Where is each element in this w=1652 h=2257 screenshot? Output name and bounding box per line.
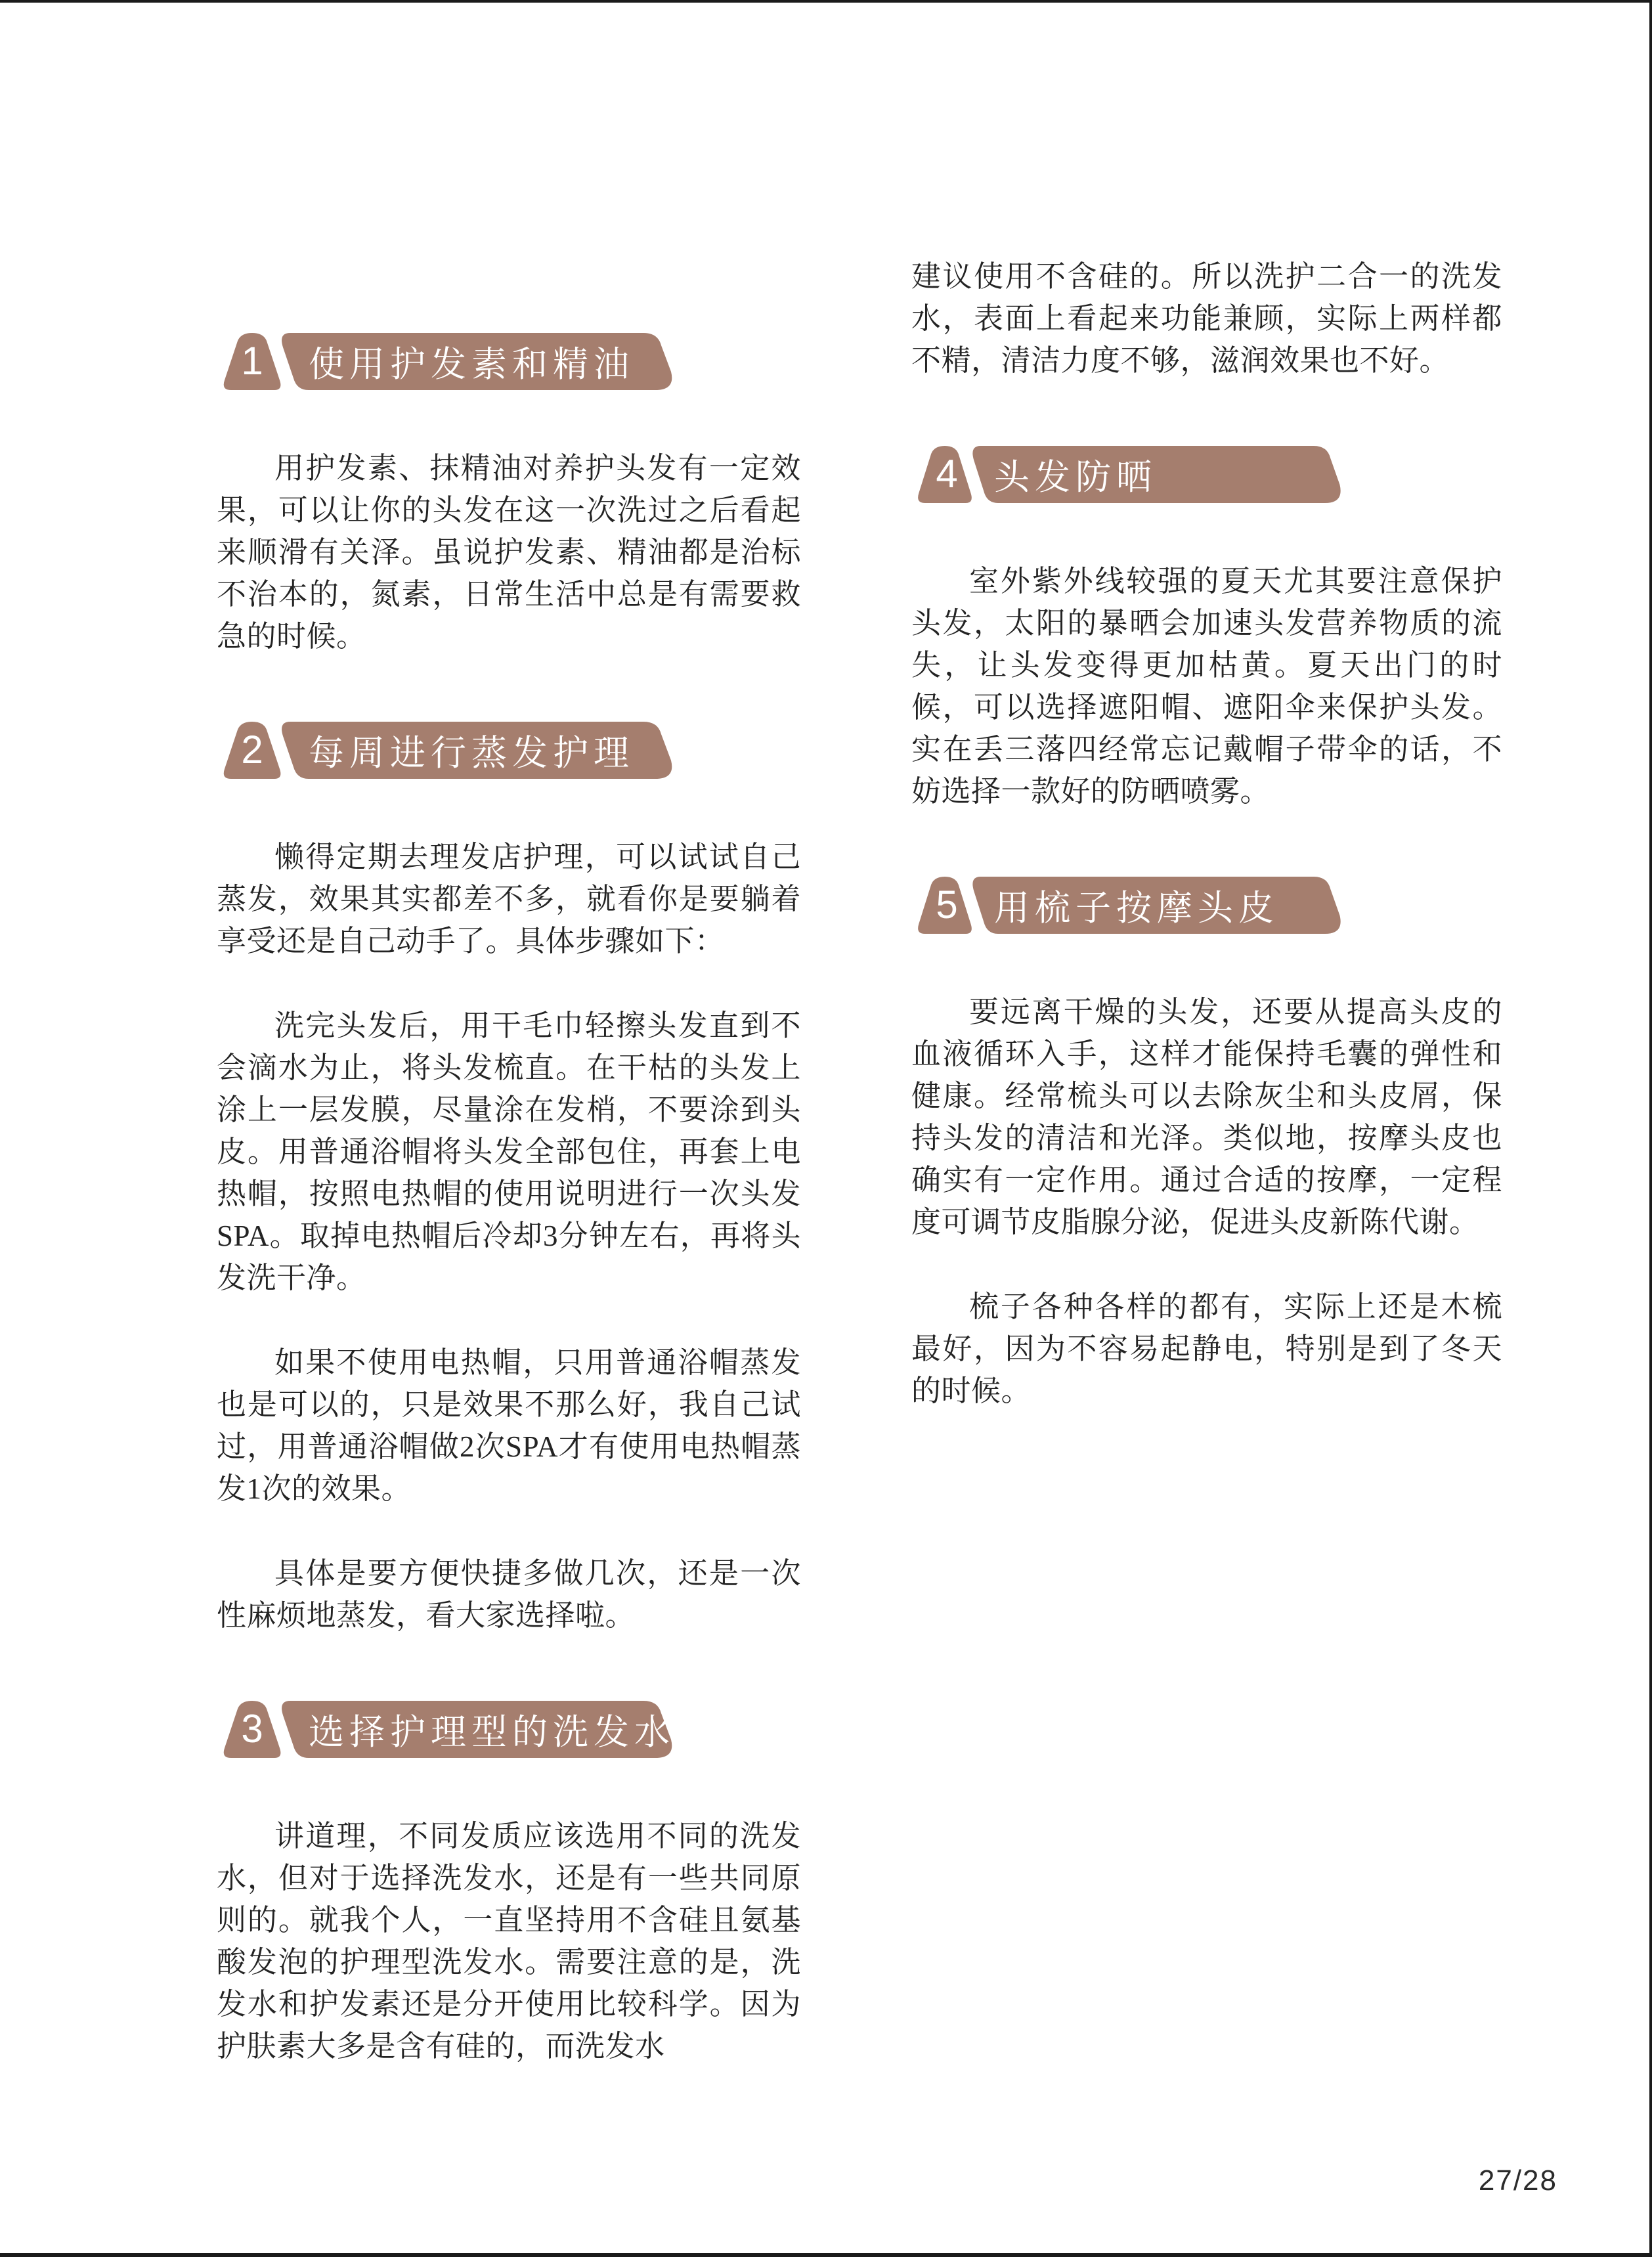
section-title: 用梳子按摩头皮 (994, 888, 1279, 928)
section-header-2 (217, 720, 676, 780)
page-number: 27/28 (1478, 2164, 1557, 2197)
paragraph: 室外紫外线较强的夏天尤其要注意保护头发，太阳的暴晒会加速头发营养物质的流失，让头发变得更加枯黄。夏天出门的时候，可以选择遮阳帽、遮阳伞来保护头发。实在丢三落四经常忘记戴帽子带伞的话，不妨选择一款好的防晒喷雾。 (911, 565, 1502, 808)
section-title: 使用护发素和精油 (309, 344, 634, 384)
paragraph: 用护发素、抹精油对养护头发有一定效果，可以让你的头发在这一次洗过之后看起来顺滑有关泽。虽说护发素、精油都是治标不治本的，氮素，日常生活中总是有需要救急的时候。 (217, 452, 801, 653)
paragraph: 梳子各种各样的都有，实际上还是木梳最好，因为不容易起静电，特别是到了冬天的时候。 (911, 1290, 1502, 1407)
section-title: 头发防晒 (994, 457, 1157, 497)
paragraph: 洗完头发后，用干毛巾轻擦头发直到不会滴水为止，将头发梳直。在干枯的头发上涂上一层发膜，尽量涂在发梢，不要涂到头皮。用普通浴帽将头发全部包住，再套上电热帽，按照电热帽的使用说明进行一次头发SPA。取掉电热帽后冷却3分钟左右，再将头发洗干净。 (217, 1009, 801, 1294)
section-title: 每周进行蒸发护理 (309, 733, 634, 773)
section-header-5 (911, 875, 1345, 935)
paragraph: 具体是要方便快捷多做几次，还是一次性麻烦地蒸发，看大家选择啦。 (217, 1557, 801, 1632)
paragraph: 懒得定期去理发店护理，可以试试自己蒸发，效果其实都差不多，就看你是要躺着享受还是自己动手了。具体步骤如下： (217, 841, 801, 957)
paragraph: 讲道理，不同发质应该选用不同的洗发水，但对于选择洗发水，还是有一些共同原则的。就我个人，一直坚持用不含硅且氨基酸发泡的护理型洗发水。需要注意的是，洗发水和护发素还是分开使用比较科学。因为护肤素大多是含有硅的，而洗发水 (217, 1820, 801, 2063)
section-number: 5 (936, 882, 958, 927)
left-column (217, 269, 801, 2067)
section-number: 1 (241, 338, 263, 383)
section-header-1 (217, 331, 676, 391)
section-number: 4 (936, 451, 958, 496)
section-header-3 (217, 1699, 676, 1759)
section-number: 2 (241, 727, 263, 772)
section-title: 选择护理型的洗发水 (309, 1712, 675, 1752)
section-header-4 (911, 444, 1345, 504)
paragraph: 如果不使用电热帽，只用普通浴帽蒸发也是可以的，只是效果不那么好，我自己试过，用普通浴帽做2次SPA才有使用电热帽蒸发1次的效果。 (217, 1346, 801, 1505)
section-number: 3 (241, 1706, 263, 1751)
right-column (911, 255, 1502, 1412)
paragraph-continuation: 建议使用不含硅的。所以洗护二合一的洗发水，表面上看起来功能兼顾，实际上两样都不精，清洁力度不够，滋润效果也不好。 (911, 260, 1502, 377)
paragraph: 要远离干燥的头发，还要从提高头皮的血液循环入手，这样才能保持毛囊的弹性和健康。经常梳头可以去除灰尘和头皮屑，保持头发的清洁和光泽。类似地，按摩头皮也确实有一定作用。通过合适的按摩，一定程度可调节皮脂腺分泌，促进头皮新陈代谢。 (911, 996, 1502, 1238)
